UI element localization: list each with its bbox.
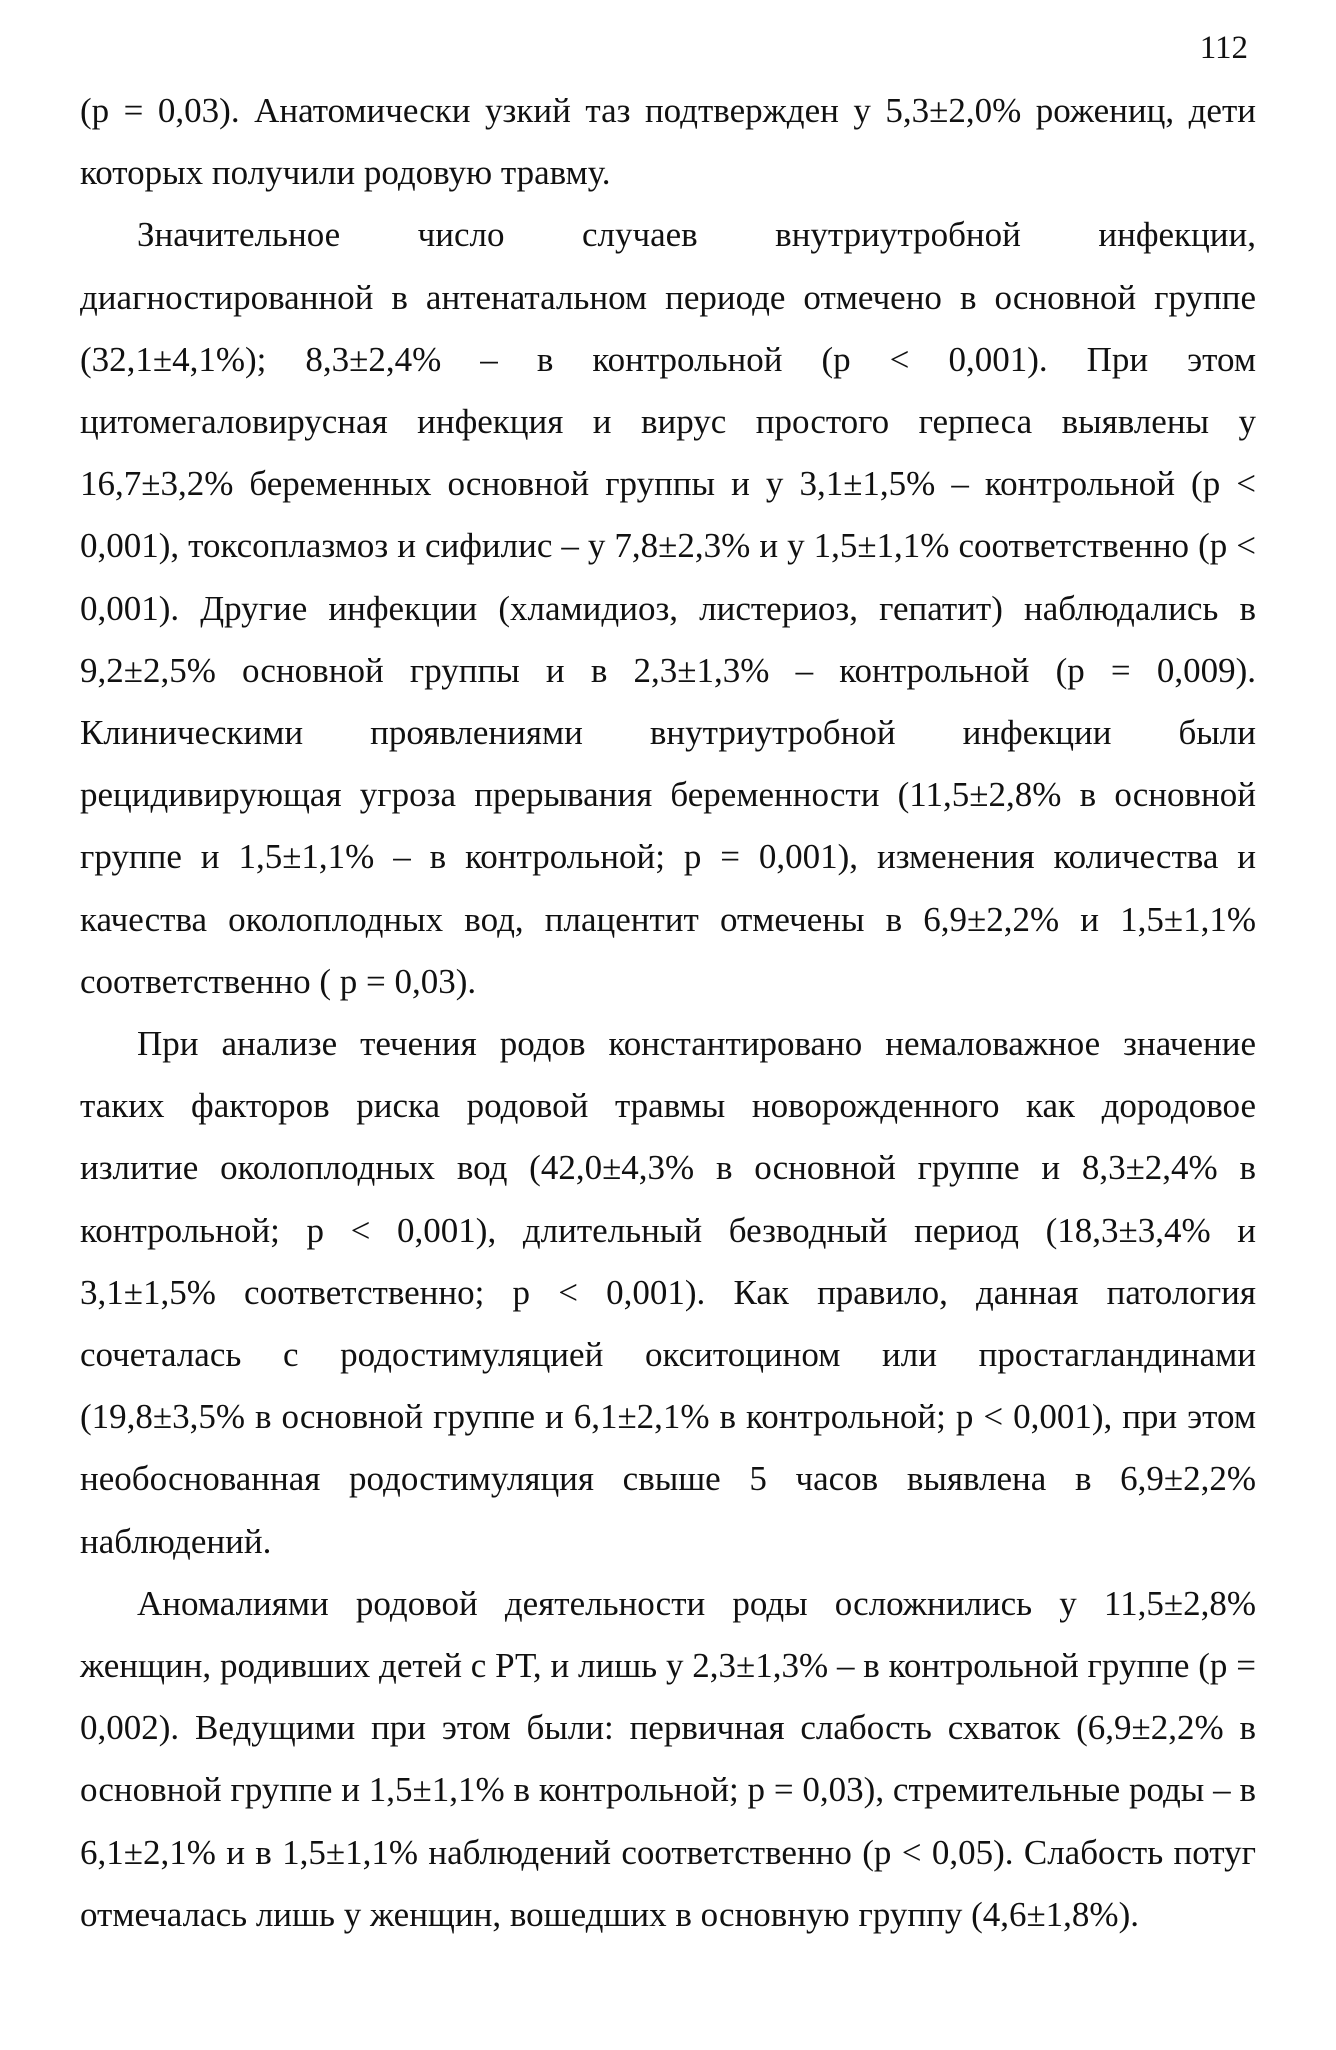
paragraph-continuation: (р = 0,03). Анатомически узкий таз подтвержден у 5,3±2,0% рожениц, дети которых получили родовую травму. bbox=[80, 91, 1256, 193]
body-text bbox=[80, 80, 1256, 1946]
paragraph-labor-analysis: При анализе течения родов константировано немаловажное значение таких факторов риска родовой травмы новорожденного как дородовое излитие околоплодных вод (42,0±4,3% в основной группе и 8,3±2,4% в контрольной; р < 0,001), длительный безводный период (18,3±3,4% и 3,1±1,5% соответственно; р < 0,001). Как правило, данная патология сочеталась с родостимуляцией окситоцином или простагландинами (19,8±3,5% в основной группе и 6,1±2,1% в контрольной; р < 0,001), при этом необоснованная родостимуляция свыше 5 часов выявлена в 6,9±2,2% наблюдений. bbox=[80, 1024, 1256, 1561]
paragraph-labor-anomalies: Аномалиями родовой деятельности роды осложнились у 11,5±2,8% женщин, родивших детей с РТ, и лишь у 2,3±1,3% – в контрольной группе (р = 0,002). Ведущими при этом были: первичная слабость схваток (6,9±2,2% в основной группе и 1,5±1,1% в контрольной; р = 0,03), стремительные роды – в 6,1±2,1% и в 1,5±1,1% наблюдений соответственно (р < 0,05). Слабость потуг отмечалась лишь у женщин, вошедших в основную группу (4,6±1,8%). bbox=[80, 1583, 1256, 1934]
page-number: 112 bbox=[1199, 30, 1248, 66]
paragraph-intrauterine-infection: Значительное число случаев внутриутробной инфекции, диагностированной в антенатальном периоде отмечено в основной группе (32,1±4,1%); 8,3±2,4% – в контрольной (р < 0,001). При этом цитомегаловирусная инфекция и вирус простого герпеса выявлены у 16,7±3,2% беременных основной группы и у 3,1±1,5% – контрольной (р < 0,001), токсоплазмоз и сифилис – у 7,8±2,3% и у 1,5±1,1% соответственно (р < 0,001). Другие инфекции (хламидиоз, листериоз, гепатит) наблюдались в 9,2±2,5% основной группы и в 2,3±1,3% – контрольной (р = 0,009). Клиническими проявлениями внутриутробной инфекции были рецидивирующая угроза прерывания беременности (11,5±2,8% в основной группе и 1,5±1,1% – в контрольной; р = 0,001), изменения количества и качества околоплодных вод, плацентит отмечены в 6,9±2,2% и 1,5±1,1% соответственно ( р = 0,03). bbox=[80, 215, 1256, 1001]
